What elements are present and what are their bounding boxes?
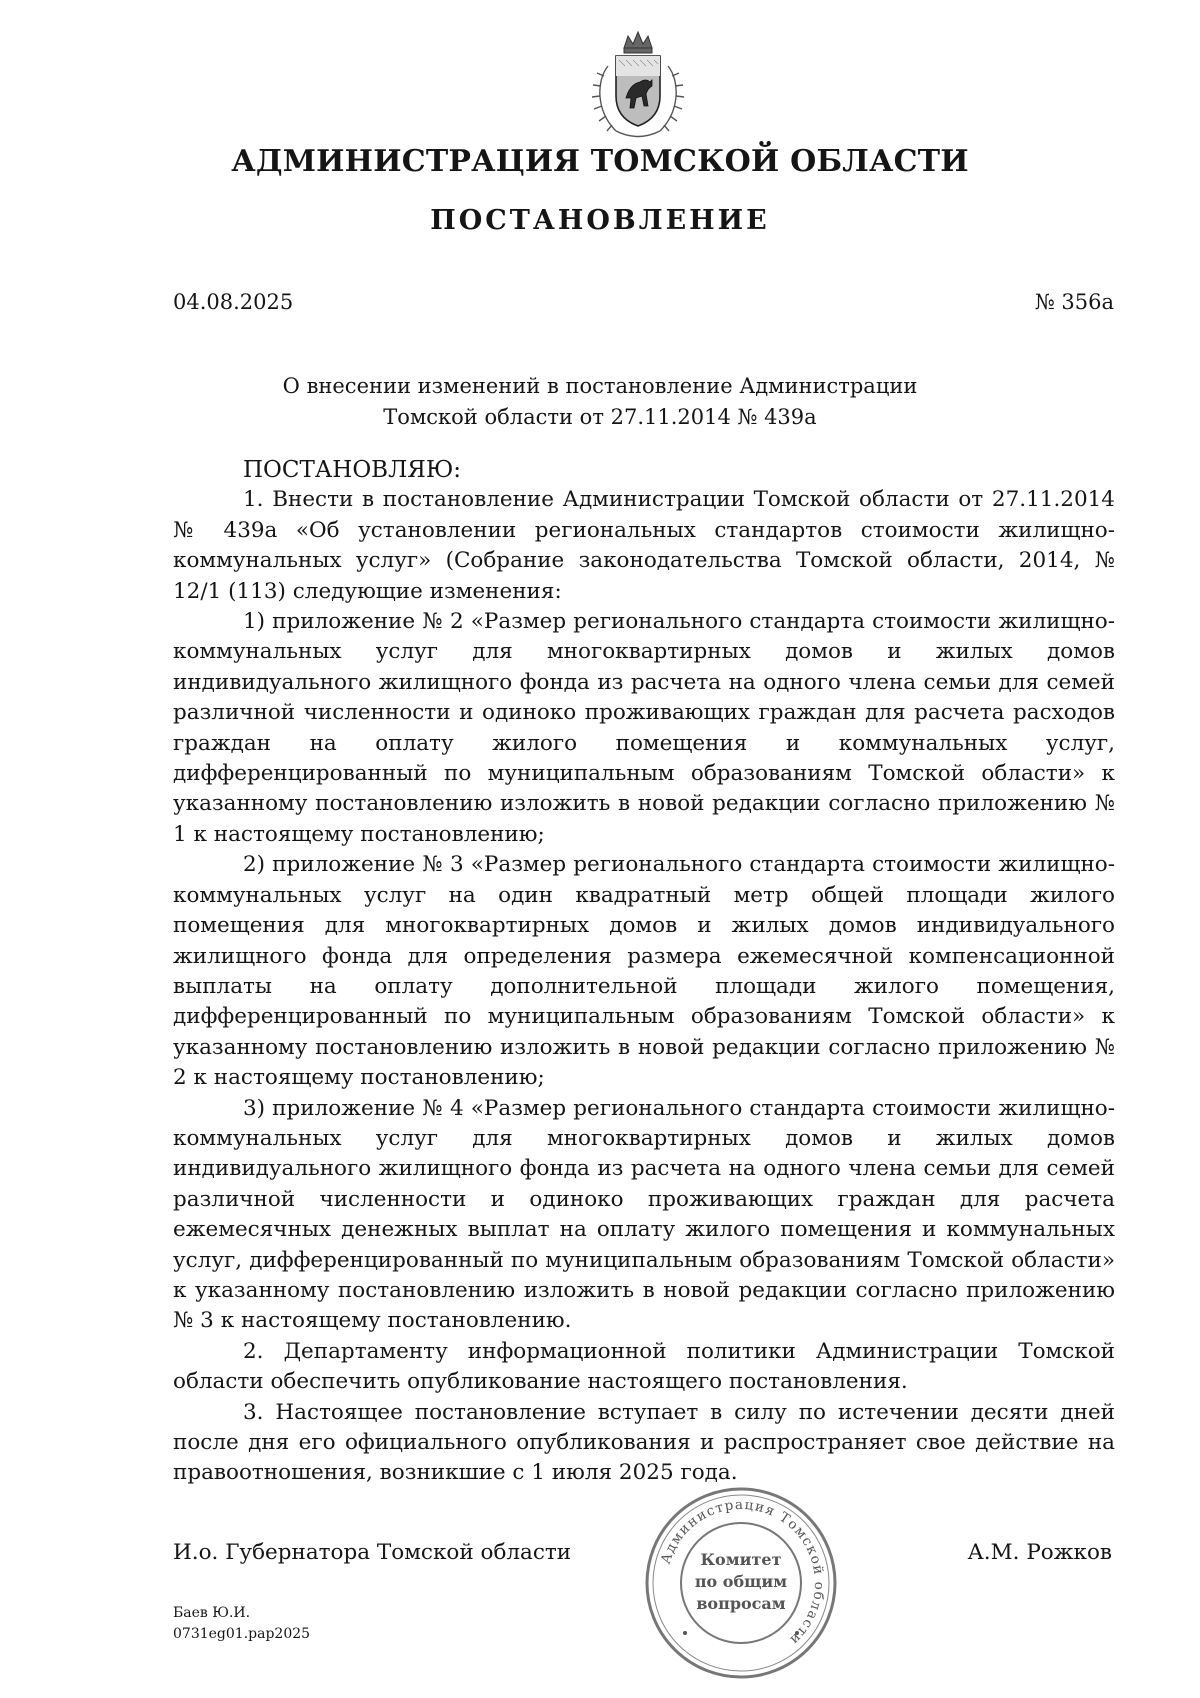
subject-line: Томской области от 27.11.2014 № 439а: [383, 405, 817, 429]
paragraph: 1) приложение № 2 «Размер регионального стандарта стоимости жилищно-коммунальных услуг для многоквартирных домов и жилых домов индивидуального жилищного фонда из расчета на одного члена семьи для семей различной численности и одиноко проживающих граждан для расчета расходов граждан на оплату жилого помещения и коммунальных услуг, дифференцированный по муниципальным образованиям Томской области» к указанному постановлению изложить в новой редакции согласно приложению № 1 к настоящему постановлению;: [173, 609, 1115, 847]
paragraph: 3) приложение № 4 «Размер регионального стандарта стоимости жилищно-коммунальных услуг для многоквартирных домов и жилых домов индивидуального жилищного фонда из расчета на одного члена семьи для семей различной численности и одиноко проживающих граждан для расчета ежемесячных денежных выплат на оплату жилого помещения и коммунальных услуг, дифференцированный по муниципальным образованиям Томской области» к указанному постановлению изложить в новой редакции согласно приложению № 3 к настоящему постановлению.: [173, 1095, 1115, 1334]
paragraph: 1. Внести в постановление Администрации Томской области от 27.11.2014 № 439а «Об установлении региональных стандартов стоимости жилищно-коммунальных услуг» (Собрание законодательства Томской области, 2014, № 12/1 (113) следующие изменения:: [173, 487, 1115, 604]
document-number: № 356а: [1034, 290, 1114, 314]
paragraph: 2) приложение № 3 «Размер регионального стандарта стоимости жилищно-коммунальных услуг на один квадратный метр общей площади жилого помещения для многоквартирных домов и жилых домов индивидуального жилищного фонда для определения размера ежемесячной компенсационной выплаты на оплату дополнительной площади жилого помещения, дифференцированный по муниципальным образованиям Томской области» к указанному постановлению изложить в новой редакции согласно приложению № 2 к настоящему постановлению;: [173, 852, 1115, 1091]
document-type: ПОСТАНОВЛЕНИЕ: [430, 205, 770, 236]
stamp-center-line: по общим: [694, 1572, 788, 1591]
stamp-center-line: вопросам: [696, 1594, 786, 1613]
executor-info: [173, 1603, 310, 1645]
document-subject: [0, 371, 1200, 433]
executor-code: 0731eg01.pap2025: [173, 1626, 311, 1642]
document-date: 04.08.2025: [173, 290, 294, 314]
paragraph: 3. Настоящее постановление вступает в силу по истечении десяти дней после дня его официального опубликования и распространяет свое действие на правоотношения, возникшие с 1 июля 2025 года.: [173, 1399, 1115, 1486]
official-stamp: [641, 1483, 841, 1683]
paragraph: 2. Департаменту информационной политики Администрации Томской области обеспечить опубликование настоящего постановления.: [173, 1338, 1115, 1395]
document-body: [173, 455, 1115, 1489]
stamp-center-line: Комитет: [700, 1550, 782, 1569]
signatory-position: И.о. Губернатора Томской области: [173, 1540, 572, 1565]
subject-line: О внесении изменений в постановление Администрации: [282, 374, 918, 398]
signatory-name: А.М. Рожков: [967, 1540, 1112, 1565]
coat-of-arms-icon: [586, 26, 690, 146]
stamp-ring-text: Администрация Томской области: [657, 1496, 828, 1649]
organization-title: АДМИНИСТРАЦИЯ ТОМСКОЙ ОБЛАСТИ: [231, 144, 969, 179]
decree-word: ПОСТАНОВЛЯЮ:: [243, 457, 462, 483]
executor-name: Баев Ю.И.: [173, 1605, 251, 1621]
